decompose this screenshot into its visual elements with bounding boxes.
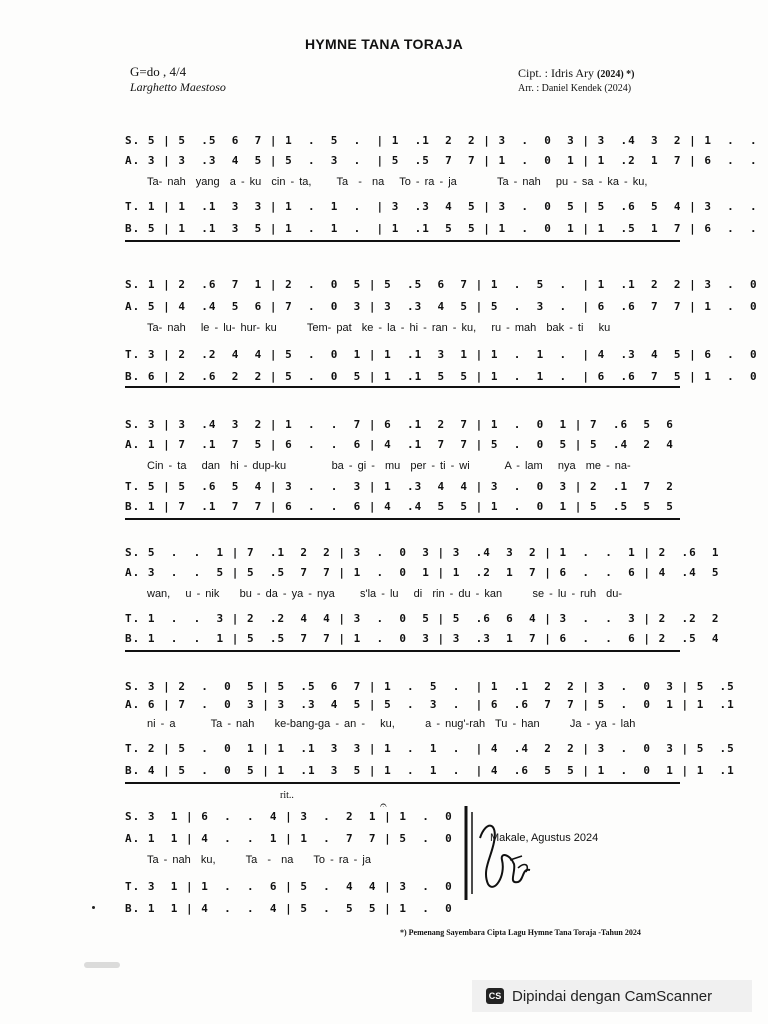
scan-speck <box>92 906 95 909</box>
system-divider <box>125 386 680 388</box>
tempo-marking: Larghetto Maestoso <box>130 80 226 94</box>
camscanner-icon: CS <box>486 988 504 1004</box>
system-divider <box>125 650 680 652</box>
ritardando-marking: rit.. <box>280 790 294 801</box>
key-signature: G=do , 4/4 <box>130 64 187 79</box>
tenor-line: T. 2 | 5 . 0 1 | 1 .1 3 3 | 1 . 1 . | 4 .4 2 2 | 3 . 0 3 | 5 .5 <box>125 742 735 755</box>
tenor-line: T. 5 | 5 .6 5 4 | 3 . . 3 | 1 .3 4 4 | 3 . 0 3 | 2 .1 7 2 <box>125 480 674 493</box>
place-and-date: Makale, Agustus 2024 <box>490 832 599 844</box>
bass-line: B. 4 | 5 . 0 5 | 1 .1 3 5 | 1 . 1 . | 4 .6 5 5 | 1 . 0 1 | 1 .1 <box>125 764 735 777</box>
alto-line: A. 1 1 | 4 . . 1 | 1 . 7 7 | 5 . 0 <box>125 832 453 845</box>
bass-line: B. 1 | 7 .1 7 7 | 6 . . 6 | 4 .4 5 5 | 1 . 0 1 | 5 .5 5 5 <box>125 500 674 513</box>
tenor-line: T. 1 . . 3 | 2 .2 4 4 | 3 . 0 5 | 5 .6 6 4 | 3 . . 3 | 2 .2 2 <box>125 612 720 625</box>
tenor-line: T. 3 1 | 1 . . 6 | 5 . 4 4 | 3 . 0 <box>125 880 453 893</box>
alto-line: A. 3 | 3 .3 4 5 | 5 . 3 . | 5 .5 7 7 | 1 . 0 1 | 1 .2 1 7 | 6 . . <box>125 154 758 167</box>
footnote: *) Pemenang Sayembara Cipta Lagu Hymne Tana Toraja -Tahun 2024 <box>400 928 641 937</box>
camscanner-watermark <box>472 980 752 1012</box>
music-system-4 <box>125 546 720 654</box>
system-divider <box>125 240 680 242</box>
composer-year: (2024) *) <box>597 69 635 80</box>
camscanner-label: Dipindai dengan CamScanner <box>512 987 713 1005</box>
lyric-line: Ta- nah yang a - ku cin - ta, Ta - na To - ra - ja Ta - nah pu - sa - ka - ku, <box>147 176 648 188</box>
scan-smudge <box>84 962 120 968</box>
lyric-line: Ta- nah le - lu- hur- ku Tem- pat ke - la - hi - ran - ku, ru - mah bak - ti ku <box>147 322 611 334</box>
signature-area <box>458 798 678 918</box>
music-system-3 <box>125 418 680 524</box>
lyric-line: wan, u - nik bu - da - ya - nya s'la - lu di rin - du - kan se - lu - ruh du- <box>147 588 623 600</box>
system-divider <box>125 518 680 520</box>
tenor-line: T. 3 | 2 .2 4 4 | 5 . 0 1 | 1 .1 3 1 | 1 . 1 . | 4 .3 4 5 | 6 . 0 <box>125 348 758 361</box>
alto-line: A. 6 | 7 . 0 3 | 3 .3 4 5 | 5 . 3 . | 6 .6 7 7 | 5 . 0 1 | 1 .1 <box>125 698 735 711</box>
song-title: HYMNE TANA TORAJA <box>304 36 464 52</box>
music-system-1 <box>125 134 758 244</box>
bass-line: B. 6 | 2 .6 2 2 | 5 . 0 5 | 1 .1 5 5 | 1 . 1 . | 6 .6 7 5 | 1 . 0 <box>125 370 758 383</box>
soprano-line: S. 3 1 | 6 . . 4 | 3 . 2 1 | 1 . 0 <box>125 810 453 823</box>
music-system-6 <box>125 810 453 920</box>
soprano-line: S. 5 | 5 .5 6 7 | 1 . 5 . | 1 .1 2 2 | 3 . 0 3 | 3 .4 3 2 | 1 . . <box>125 134 758 147</box>
soprano-line: S. 3 | 3 .4 3 2 | 1 . . 7 | 6 .1 2 7 | 1 . 0 1 | 7 .6 5 6 <box>125 418 674 431</box>
arranger-credit: Arr. : Daniel Kendek (2024) <box>518 83 632 94</box>
alto-line: A. 5 | 4 .4 5 6 | 7 . 0 3 | 3 .3 4 5 | 5 . 3 . | 6 .6 7 7 | 1 . 0 <box>125 300 758 313</box>
lyric-line: Cin - ta dan hi - dup-ku ba - gi - mu per - ti - wi A - lam nya me - na- <box>147 460 631 472</box>
alto-line: A. 1 | 7 .1 7 5 | 6 . . 6 | 4 .1 7 7 | 5 . 0 5 | 5 .4 2 4 <box>125 438 674 451</box>
fermata-symbol: 𝄐 <box>380 798 387 812</box>
system-divider <box>125 782 680 784</box>
bass-line: B. 5 | 1 .1 3 5 | 1 . 1 . | 1 .1 5 5 | 1 . 0 1 | 1 .5 1 7 | 6 . . <box>125 222 758 235</box>
music-system-5 <box>125 680 735 786</box>
tenor-line: T. 1 | 1 .1 3 3 | 1 . 1 . | 3 .3 4 5 | 3 . 0 5 | 5 .6 5 4 | 3 . . <box>125 200 758 213</box>
composer-name: Cipt. : Idris Ary <box>518 66 595 80</box>
soprano-line: S. 1 | 2 .6 7 1 | 2 . 0 5 | 5 .5 6 7 | 1 . 5 . | 1 .1 2 2 | 3 . 0 <box>125 278 758 291</box>
music-system-2 <box>125 278 758 388</box>
lyric-line: Ta - nah ku, Ta - na To - ra - ja <box>147 854 371 866</box>
lyric-line: ni - a Ta - nah ke-bang-ga - an - ku, a - nug'-rah Tu - han Ja - ya - lah <box>147 718 636 730</box>
soprano-line: S. 3 | 2 . 0 5 | 5 .5 6 7 | 1 . 5 . | 1 .1 2 2 | 3 . 0 3 | 5 .5 <box>125 680 735 693</box>
alto-line: A. 3 . . 5 | 5 .5 7 7 | 1 . 0 1 | 1 .2 1 7 | 6 . . 6 | 4 .4 5 <box>125 566 720 579</box>
composer-credit <box>518 66 635 81</box>
bass-line: B. 1 . . 1 | 5 .5 7 7 | 1 . 0 3 | 3 .3 1 7 | 6 . . 6 | 2 .5 4 <box>125 632 720 645</box>
soprano-line: S. 5 . . 1 | 7 .1 2 2 | 3 . 0 3 | 3 .4 3 2 | 1 . . 1 | 2 .6 1 <box>125 546 720 559</box>
handwritten-signature <box>458 798 578 908</box>
bass-line: B. 1 1 | 4 . . 4 | 5 . 5 5 | 1 . 0 <box>125 902 453 915</box>
